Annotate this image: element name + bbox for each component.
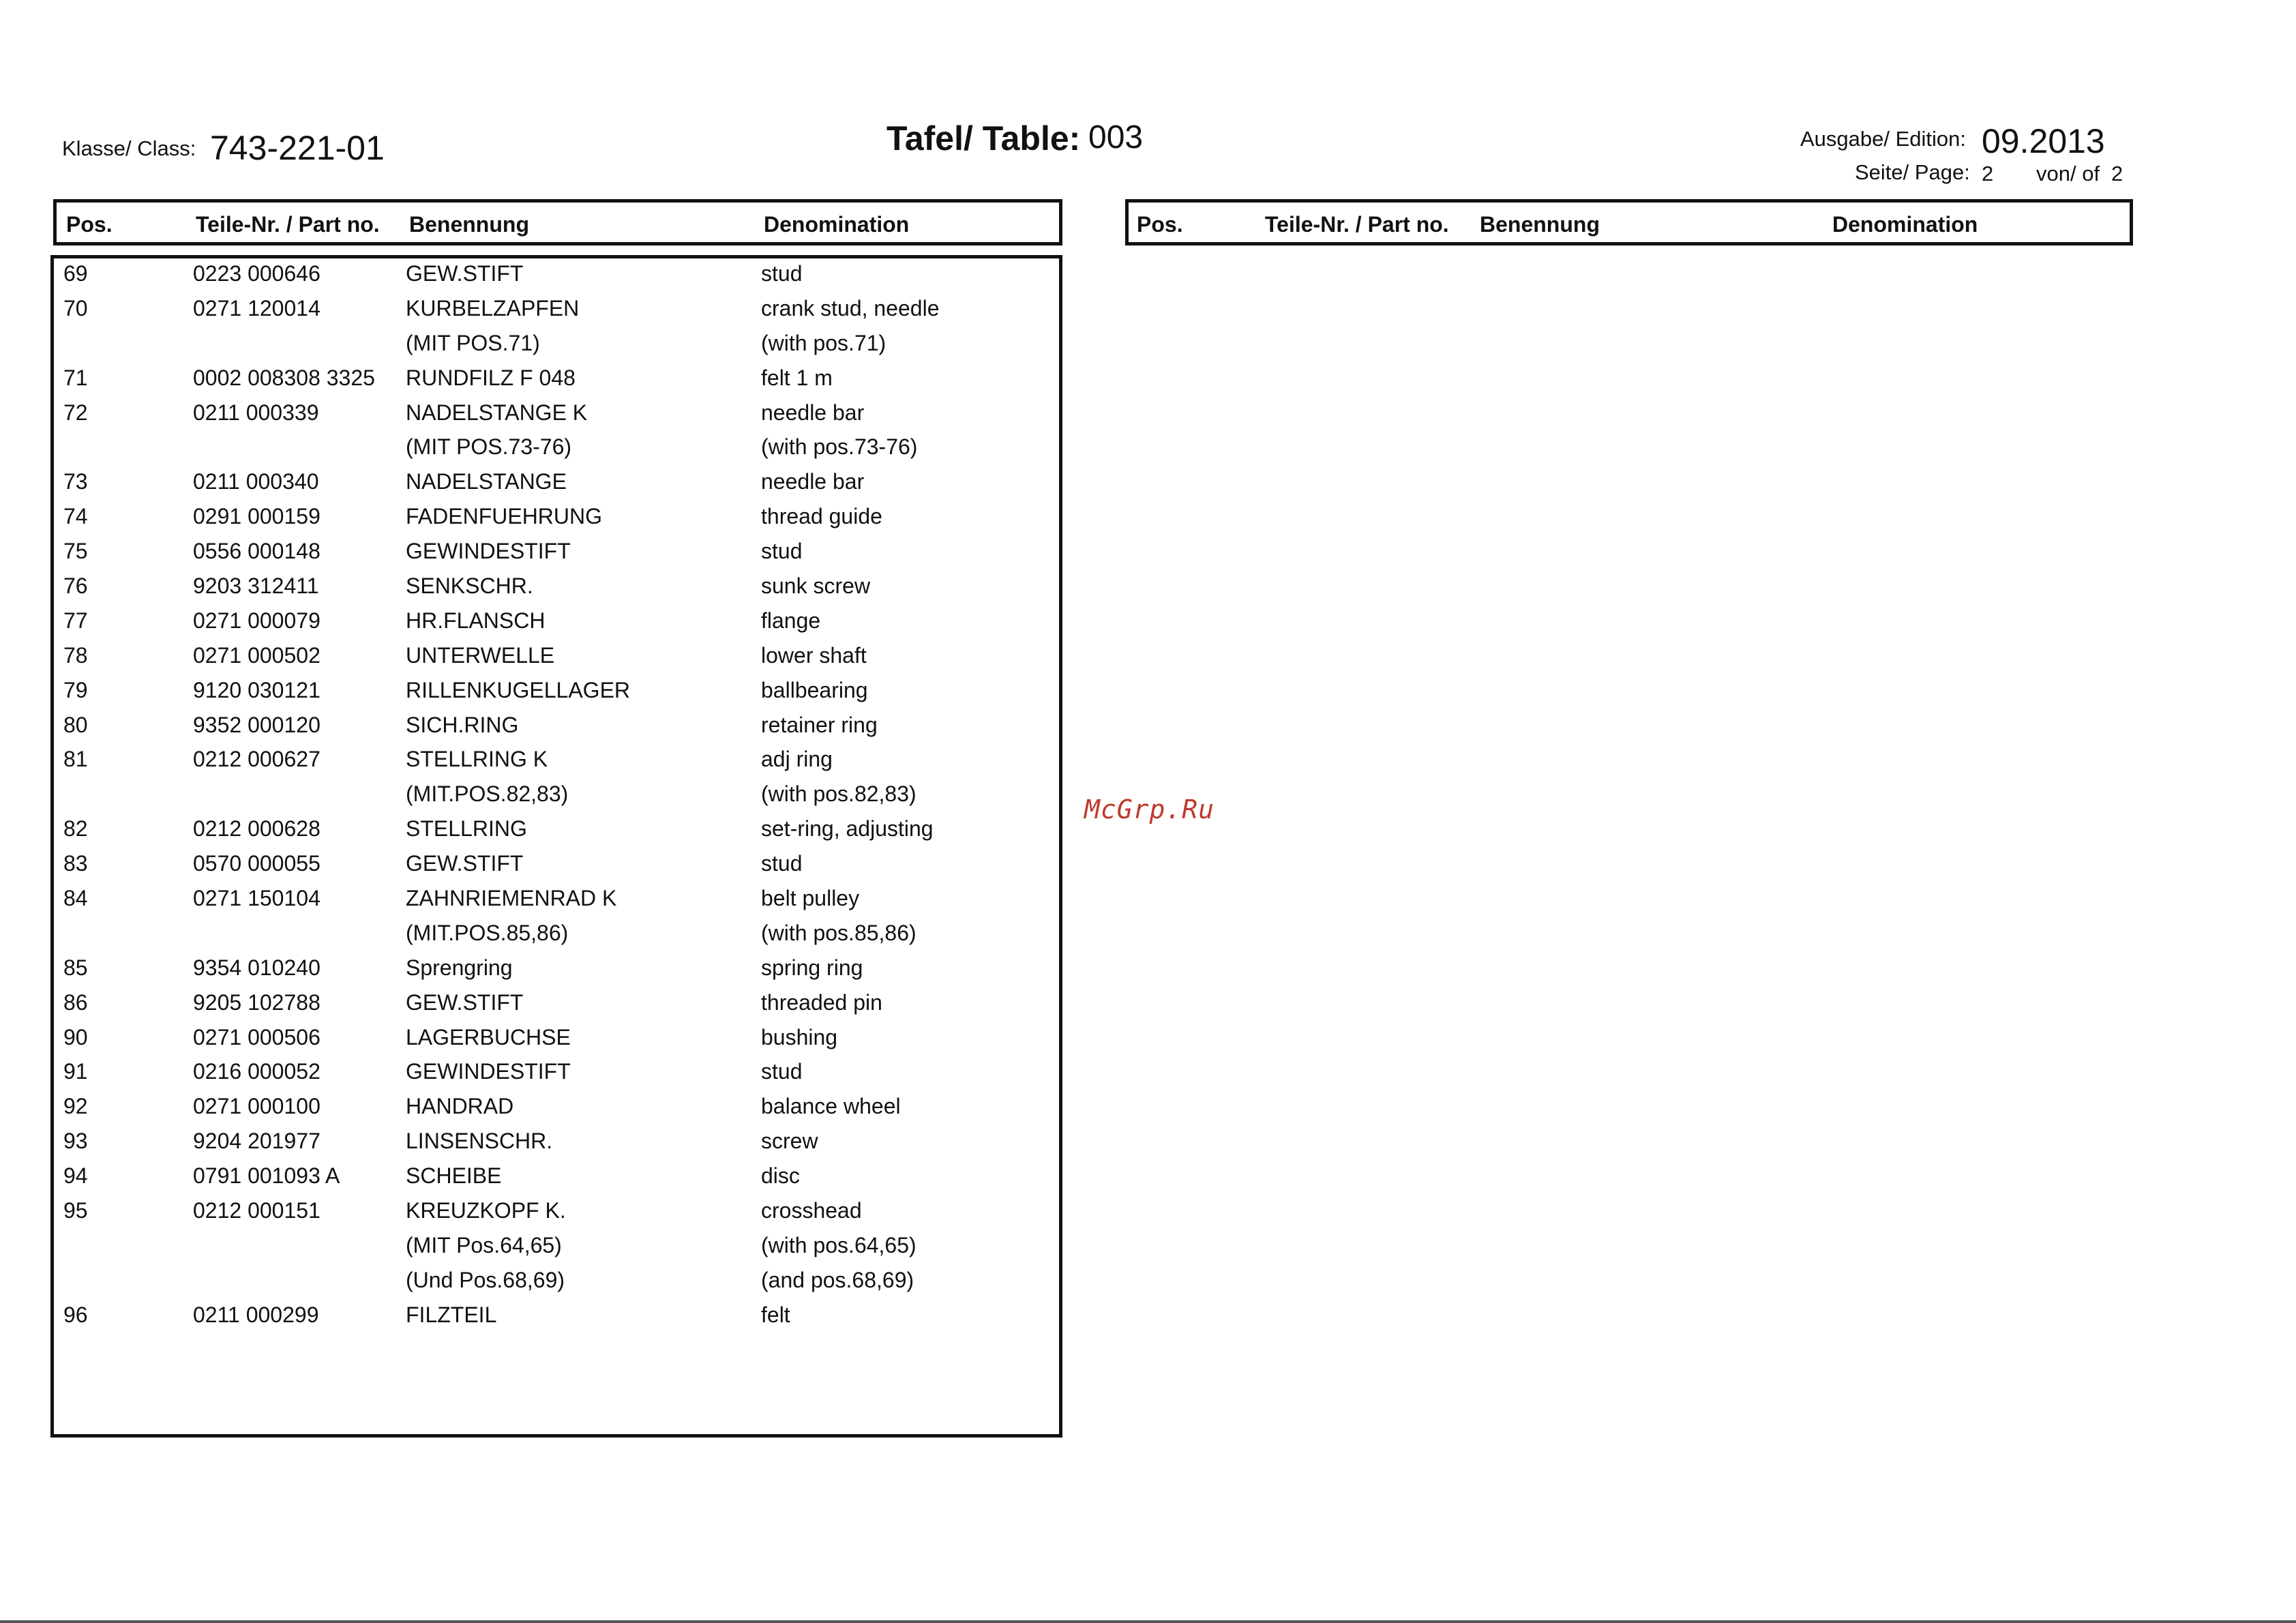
table-row — [54, 258, 1059, 293]
denomination-cell: (with pos.85,86) — [761, 920, 916, 945]
denomination-cell: adj ring — [761, 747, 833, 772]
left-table-header — [53, 199, 1062, 245]
table-row — [54, 1300, 1059, 1335]
pos-cell: 77 — [63, 608, 88, 633]
benennung-cell: GEWINDESTIFT — [406, 539, 571, 564]
table-row — [54, 1265, 1059, 1300]
part-number-cell: 0212 000628 — [193, 816, 320, 842]
benennung-cell: (MIT.POS.85,86) — [406, 920, 569, 945]
part-number-cell: 9352 000120 — [193, 712, 320, 737]
denomination-cell: lower shaft — [761, 642, 867, 668]
part-number-cell: 0271 000502 — [193, 642, 320, 668]
of-label: von/ of — [2036, 162, 2100, 185]
table-row — [54, 848, 1059, 883]
benennung-cell: UNTERWELLE — [406, 642, 555, 668]
benennung-cell: Sprengring — [406, 955, 513, 980]
col-part-header: Teile-Nr. / Part no. — [196, 212, 380, 237]
table-row — [54, 675, 1059, 710]
denomination-cell: stud — [761, 261, 803, 286]
table-row — [54, 293, 1059, 328]
table-row — [54, 987, 1059, 1022]
part-number-cell: 0291 000159 — [193, 504, 320, 529]
table-row — [54, 536, 1059, 571]
benennung-cell: RUNDFILZ F 048 — [406, 365, 576, 390]
denomination-cell: (with pos.71) — [761, 330, 886, 355]
denomination-cell: threaded pin — [761, 989, 882, 1015]
watermark: McGrp.Ru — [1084, 794, 1215, 824]
denomination-cell: (with pos.82,83) — [761, 781, 916, 807]
pos-cell: 72 — [63, 400, 88, 425]
table-row — [54, 1126, 1059, 1161]
col-pos-header: Pos. — [1137, 212, 1183, 237]
denomination-cell: disc — [761, 1163, 800, 1189]
benennung-cell: (MIT.POS.82,83) — [406, 781, 569, 807]
part-number-cell: 9203 312411 — [193, 574, 319, 599]
col-benennung-header: Benennung — [1480, 212, 1600, 237]
part-number-cell: 0271 120014 — [193, 295, 320, 321]
denomination-cell: (with pos.73-76) — [761, 434, 918, 460]
benennung-cell: GEWINDESTIFT — [406, 1059, 571, 1084]
pos-cell: 96 — [63, 1302, 88, 1327]
table-row — [54, 640, 1059, 675]
part-number-cell: 9205 102788 — [193, 989, 320, 1015]
right-table-header — [1125, 199, 2133, 245]
table-row — [54, 571, 1059, 606]
col-denomination-header: Denomination — [1832, 212, 1978, 237]
benennung-cell: (MIT POS.73-76) — [406, 434, 572, 460]
page-bottom-edge — [0, 1620, 2296, 1623]
denomination-cell: belt pulley — [761, 886, 860, 911]
table-row — [54, 779, 1059, 814]
benennung-cell: SCHEIBE — [406, 1163, 502, 1189]
table-row — [54, 814, 1059, 848]
table-row — [54, 328, 1059, 363]
pos-cell: 90 — [63, 1024, 88, 1049]
benennung-cell: LAGERBUCHSE — [406, 1024, 571, 1049]
benennung-cell: NADELSTANGE — [406, 469, 567, 494]
denomination-cell: stud — [761, 851, 803, 876]
benennung-cell: ZAHNRIEMENRAD K — [406, 886, 617, 911]
part-number-cell: 0791 001093 A — [193, 1163, 340, 1189]
part-number-cell: 9354 010240 — [193, 955, 320, 980]
benennung-cell: GEW.STIFT — [406, 989, 524, 1015]
benennung-cell: LINSENSCHR. — [406, 1129, 553, 1154]
benennung-cell: (MIT Pos.64,65) — [406, 1232, 562, 1257]
pos-cell: 78 — [63, 642, 88, 668]
table-label: Tafel/ Table: — [886, 119, 1081, 158]
part-number-cell: 0556 000148 — [193, 539, 320, 564]
table-row — [54, 1230, 1059, 1265]
part-number-cell: 9204 201977 — [193, 1129, 320, 1154]
table-row — [54, 953, 1059, 987]
benennung-cell: HR.FLANSCH — [406, 608, 546, 633]
pos-cell: 95 — [63, 1198, 88, 1223]
denomination-cell: retainer ring — [761, 712, 878, 737]
page-value: 2 — [1982, 162, 1994, 185]
benennung-cell: (Und Pos.68,69) — [406, 1267, 565, 1292]
col-part-header: Teile-Nr. / Part no. — [1265, 212, 1449, 237]
part-number-cell: 0212 000151 — [193, 1198, 320, 1223]
part-number-cell: 0216 000052 — [193, 1059, 320, 1084]
part-number-cell: 0002 008308 3325 — [193, 365, 375, 390]
benennung-cell: RILLENKUGELLAGER — [406, 677, 631, 702]
pos-cell: 85 — [63, 955, 88, 980]
table-row — [54, 710, 1059, 745]
denomination-cell: felt — [761, 1302, 790, 1327]
pos-cell: 92 — [63, 1094, 88, 1119]
denomination-cell: needle bar — [761, 400, 865, 425]
denomination-cell: stud — [761, 1059, 803, 1084]
part-number-cell: 0271 000506 — [193, 1024, 320, 1049]
part-number-cell: 9120 030121 — [193, 677, 320, 702]
parts-table — [50, 255, 1062, 1438]
benennung-cell: FADENFUEHRUNG — [406, 504, 603, 529]
denomination-cell: bushing — [761, 1024, 838, 1049]
pos-cell: 71 — [63, 365, 88, 390]
pos-cell: 83 — [63, 851, 88, 876]
pos-cell: 74 — [63, 504, 88, 529]
benennung-cell: FILZTEIL — [406, 1302, 497, 1327]
pos-cell: 81 — [63, 747, 88, 772]
denomination-cell: flange — [761, 608, 821, 633]
denomination-cell: stud — [761, 539, 803, 564]
parts-rows — [54, 258, 1059, 1335]
benennung-cell: SICH.RING — [406, 712, 519, 737]
pos-cell: 79 — [63, 677, 88, 702]
pos-cell: 70 — [63, 295, 88, 321]
part-number-cell: 0271 150104 — [193, 886, 320, 911]
of-value: 2 — [2111, 162, 2123, 185]
table-row — [54, 501, 1059, 536]
table-row — [54, 918, 1059, 953]
table-value: 003 — [1088, 119, 1144, 155]
col-benennung-header: Benennung — [409, 212, 529, 237]
benennung-cell: STELLRING K — [406, 747, 548, 772]
table-row — [54, 1022, 1059, 1057]
table-row — [54, 466, 1059, 501]
denomination-cell: (with pos.64,65) — [761, 1232, 916, 1257]
part-number-cell: 0211 000299 — [193, 1302, 319, 1327]
pos-cell: 76 — [63, 574, 88, 599]
table-row — [54, 398, 1059, 432]
benennung-cell: KREUZKOPF K. — [406, 1198, 566, 1223]
table-row — [54, 1161, 1059, 1195]
table-row — [54, 1056, 1059, 1091]
denomination-cell: sunk screw — [761, 574, 871, 599]
pos-cell: 73 — [63, 469, 88, 494]
part-number-cell: 0211 000340 — [193, 469, 319, 494]
pos-cell: 93 — [63, 1129, 88, 1154]
table-row — [54, 744, 1059, 779]
benennung-cell: SENKSCHR. — [406, 574, 533, 599]
benennung-cell: (MIT POS.71) — [406, 330, 540, 355]
benennung-cell: GEW.STIFT — [406, 261, 524, 286]
denomination-cell: felt 1 m — [761, 365, 833, 390]
table-row — [54, 432, 1059, 466]
denomination-cell: set-ring, adjusting — [761, 816, 934, 842]
benennung-cell: KURBELZAPFEN — [406, 295, 580, 321]
denomination-cell: balance wheel — [761, 1094, 901, 1119]
table-row — [54, 606, 1059, 640]
benennung-cell: NADELSTANGE K — [406, 400, 588, 425]
part-number-cell: 0570 000055 — [193, 851, 320, 876]
part-number-cell: 0271 000079 — [193, 608, 320, 633]
denomination-cell: (and pos.68,69) — [761, 1267, 914, 1292]
pos-cell: 69 — [63, 261, 88, 286]
col-pos-header: Pos. — [66, 212, 113, 237]
denomination-cell: thread guide — [761, 504, 882, 529]
edition-label: Ausgabe/ Edition: — [1800, 127, 1967, 151]
denomination-cell: screw — [761, 1129, 818, 1154]
part-number-cell: 0223 000646 — [193, 261, 320, 286]
denomination-cell: spring ring — [761, 955, 863, 980]
pos-cell: 84 — [63, 886, 88, 911]
page-label: Seite/ Page: — [1855, 160, 1970, 184]
denomination-cell: needle bar — [761, 469, 865, 494]
denomination-cell: crosshead — [761, 1198, 862, 1223]
table-row — [54, 363, 1059, 398]
edition-value: 09.2013 — [1982, 122, 2105, 160]
col-denomination-header: Denomination — [764, 212, 910, 237]
part-number-cell: 0271 000100 — [193, 1094, 320, 1119]
benennung-cell: STELLRING — [406, 816, 527, 842]
class-label: Klasse/ Class: — [62, 136, 196, 160]
table-row — [54, 1091, 1059, 1126]
part-number-cell: 0212 000627 — [193, 747, 320, 772]
pos-cell: 86 — [63, 989, 88, 1015]
table-row — [54, 1195, 1059, 1230]
benennung-cell: HANDRAD — [406, 1094, 514, 1119]
pos-cell: 80 — [63, 712, 88, 737]
pos-cell: 94 — [63, 1163, 88, 1189]
denomination-cell: ballbearing — [761, 677, 868, 702]
pos-cell: 75 — [63, 539, 88, 564]
class-value: 743-221-01 — [210, 129, 385, 167]
benennung-cell: GEW.STIFT — [406, 851, 524, 876]
pos-cell: 91 — [63, 1059, 88, 1084]
part-number-cell: 0211 000339 — [193, 400, 319, 425]
denomination-cell: crank stud, needle — [761, 295, 940, 321]
table-row — [54, 883, 1059, 918]
pos-cell: 82 — [63, 816, 88, 842]
